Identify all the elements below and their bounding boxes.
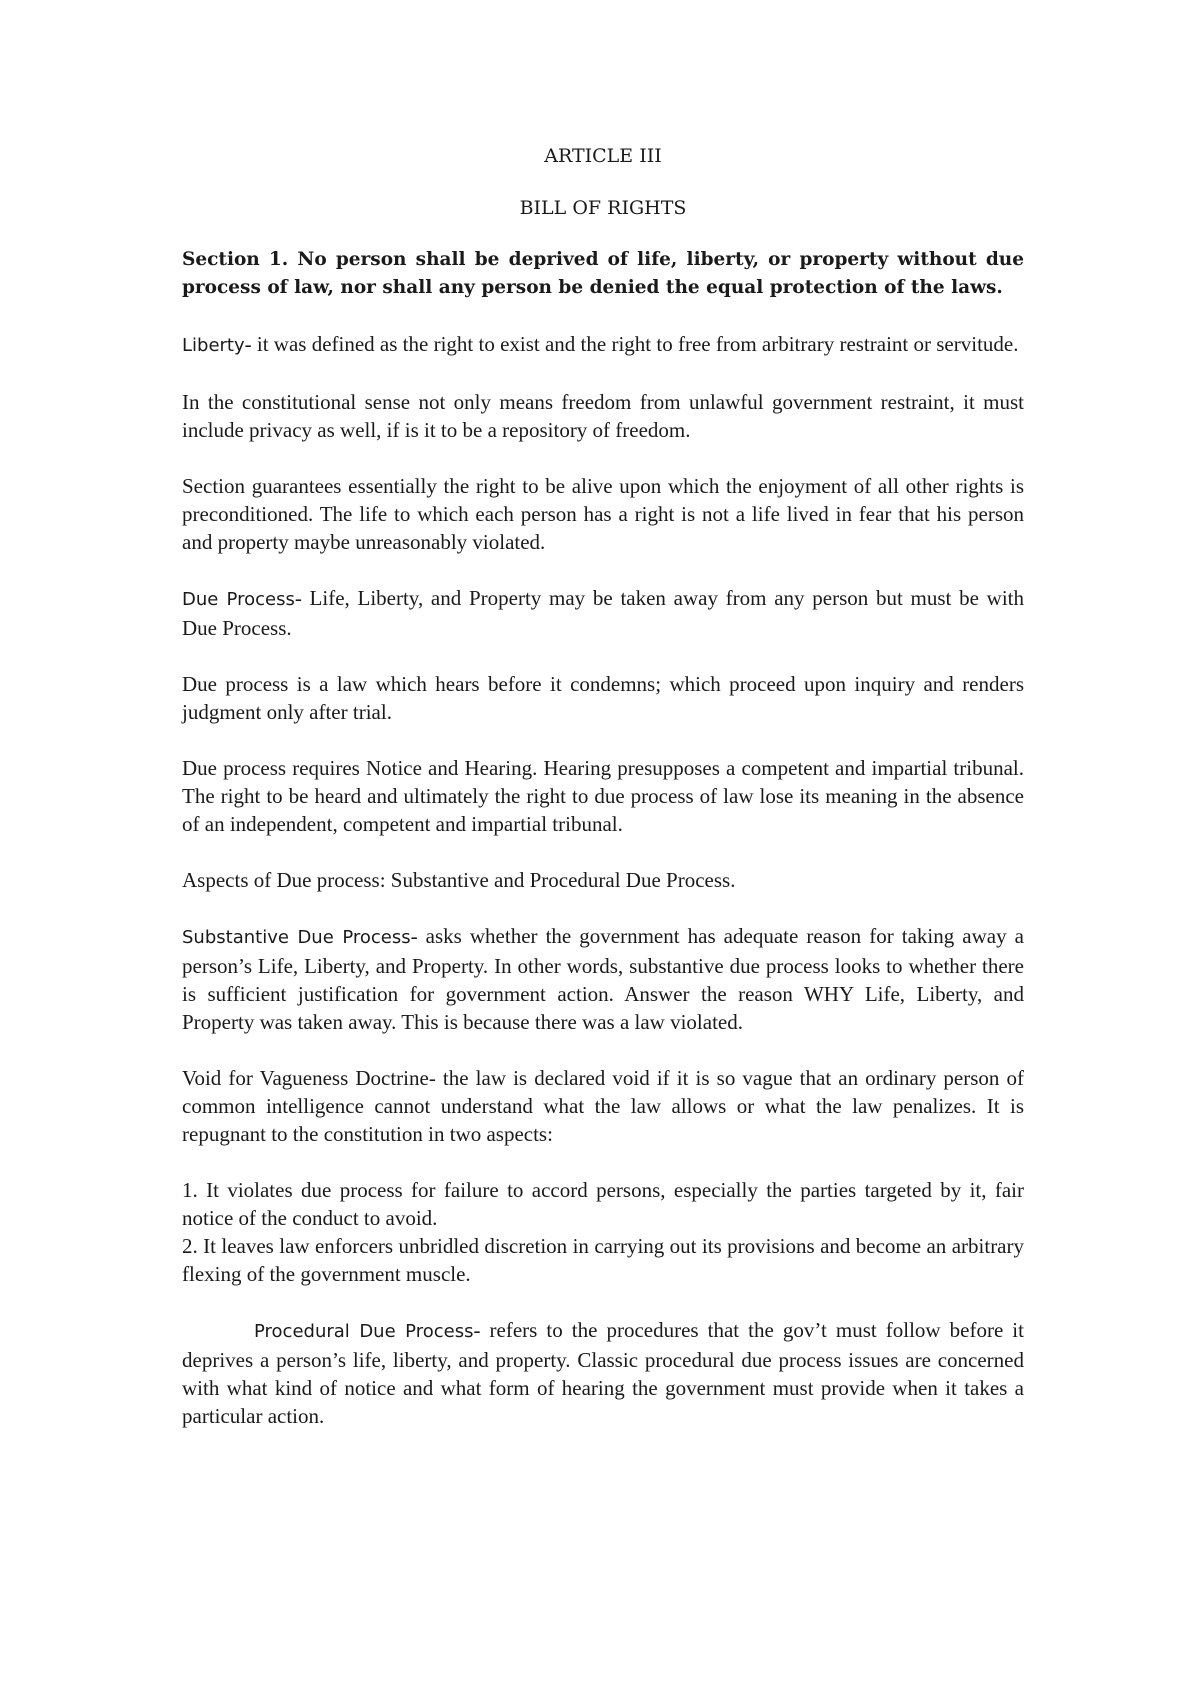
aspects-paragraph: Aspects of Due process: Substantive and Procedural Due Process. xyxy=(182,868,736,892)
procedural-term: Procedural Due Process xyxy=(254,1321,474,1342)
void-vagueness-paragraph: Void for Vagueness Doctrine- the law is declared void if it is so vague that an ordinary person of common intelligence cannot understand what the law allows or what the law penalizes. It is repugnant to the constitution in two aspects: xyxy=(182,1066,1024,1146)
section-guarantees-paragraph: Section guarantees essentially the right to be alive upon which the enjoyment of all other rights is preconditioned. The life to which each person has a right is not a life lived in fear that his person and property maybe unreasonably violated. xyxy=(182,474,1024,554)
substantive-paragraph xyxy=(182,922,1024,1036)
constitutional-sense-paragraph: In the constitutional sense not only means freedom from unlawful government restraint, it must include privacy as well, if is it to be a repository of freedom. xyxy=(182,390,1024,442)
section-1-text: Section 1. No person shall be deprived of life, liberty, or property without due process of law, nor shall any person be denied the equal protection of the laws. xyxy=(182,249,1024,298)
substantive-definition: - asks whether the government has adequate reason for taking away a person’s Life, Liberty, and Property. In other words, substantive due process looks to whether there is sufficient justification for government action. Answer the reason WHY Life, Liberty, and Property was taken away. This is because there was a law violated. xyxy=(182,924,1024,1034)
liberty-term: Liberty xyxy=(182,335,245,356)
document-page xyxy=(182,142,1024,1458)
article-heading: ARTICLE III xyxy=(544,145,662,167)
liberty-paragraph xyxy=(182,330,1024,360)
due-process-requires-paragraph: Due process requires Notice and Hearing. Hearing presupposes a competent and impartial tribunal. The right to be heard and ultimately the right to due process of law lose its meaning in the absence of an independent, competent and impartial tribunal. xyxy=(182,756,1024,836)
procedural-definition: - refers to the procedures that the gov’t must follow before it deprives a person’s life, liberty, and property. Classic procedural due process issues are concerned with what kind of notice and what form of hearing the government must provide when it takes a particular action. xyxy=(182,1318,1024,1428)
due-process-law-paragraph: Due process is a law which hears before it condemns; which proceed upon inquiry and renders judgment only after trial. xyxy=(182,672,1024,724)
list-item-1: 1. It violates due process for failure to accord persons, especially the parties targeted by it, fair notice of the conduct to avoid. xyxy=(182,1178,1024,1230)
due-process-definition: - Life, Liberty, and Property may be taken away from any person but must be with Due Process. xyxy=(182,586,1024,640)
procedural-paragraph xyxy=(182,1316,1024,1430)
due-process-paragraph xyxy=(182,584,1024,642)
due-process-term: Due Process xyxy=(182,589,295,610)
liberty-definition: - it was defined as the right to exist and the right to free from arbitrary restraint or servitude. xyxy=(244,332,1019,356)
list-item-2: 2. It leaves law enforcers unbridled discretion in carrying out its provisions and become an arbitrary flexing of the government muscle. xyxy=(182,1234,1024,1286)
bill-of-rights-heading: BILL OF RIGHTS xyxy=(519,197,687,219)
substantive-term: Substantive Due Process xyxy=(182,927,411,948)
